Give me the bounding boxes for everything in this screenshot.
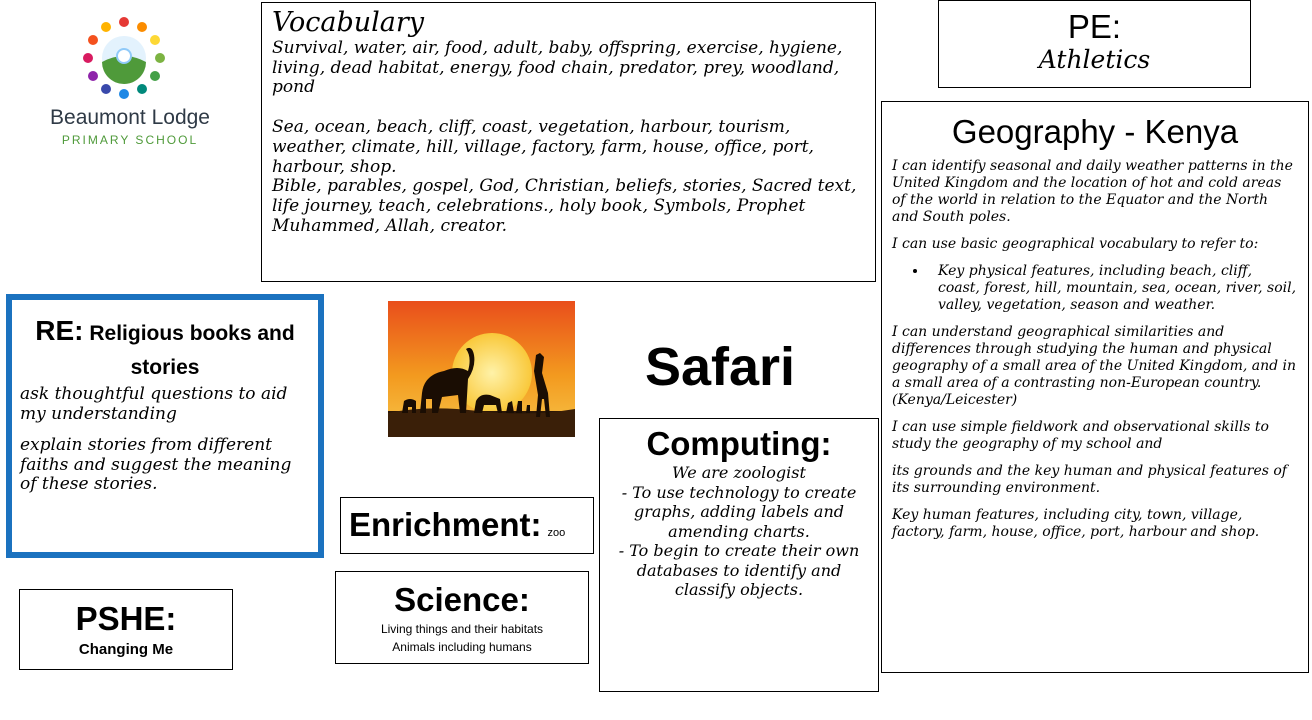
computing-item-2: - To begin to create their own databases to identify and classify objects. xyxy=(618,541,860,599)
vocabulary-block-3: Bible, parables, gospel, God, Christian, beliefs, stories, Sacred text, life journey, teach, celebrations., holy book, Symbols, Prophet Muhammed, Allah, creator. xyxy=(272,176,857,236)
geography-paragraph-6: Key human features, including city, town, village, factory, farm, house, office, port, harbour and shop. xyxy=(892,507,1260,540)
re-box xyxy=(6,294,324,558)
computing-item-1: - To use technology to create graphs, adding labels and amending charts. xyxy=(621,482,857,541)
school-name: Beaumont Lodge xyxy=(50,106,210,129)
geography-paragraph-2: I can use basic geographical vocabulary to refer to: xyxy=(892,236,1259,252)
topic-title: Safari xyxy=(644,337,796,397)
computing-subtitle: We are zoologist xyxy=(672,463,806,482)
science-box xyxy=(335,571,589,664)
geography-paragraph-3: I can understand geographical similarities and differences through studying the human and physical geography of a small area of the United Kingdom, and in a small area of a contrasting non-European country. (Kenya/Leicester) xyxy=(892,324,1297,408)
re-paragraph-1: ask thoughtful questions to aid my understanding xyxy=(20,384,288,424)
enrichment-title: Enrichment: xyxy=(349,506,542,543)
computing-title: Computing: xyxy=(646,425,832,462)
geography-bullet: • Key physical features, including beach, cliff, coast, forest, hill, mountain, sea, ocean, river, soil, valley, vegetation, season and weather. xyxy=(928,263,1298,314)
school-logo xyxy=(30,12,230,152)
science-title: Science: xyxy=(394,581,530,618)
geography-title: Geography - Kenya xyxy=(951,113,1239,150)
enrichment-box xyxy=(340,497,594,554)
geography-paragraph-5: its grounds and the key human and physical features of its surrounding environment. xyxy=(892,463,1287,496)
vocabulary-block-2: Sea, ocean, beach, cliff, coast, vegetation, harbour, tourism, weather, climate, hill, village, factory, farm, house, office, port, harbour, shop. xyxy=(272,117,814,177)
computing-box xyxy=(599,418,879,692)
re-title-prefix: RE: xyxy=(35,315,84,346)
safari-sunset-image xyxy=(388,301,575,437)
pe-title: PE: xyxy=(1067,8,1122,45)
science-line-1: Living things and their habitats xyxy=(380,622,544,636)
science-line-2: Animals including humans xyxy=(392,640,532,654)
pe-box xyxy=(938,0,1251,88)
enrichment-value: zoo xyxy=(547,527,566,539)
pshe-title: PSHE: xyxy=(75,600,177,637)
pe-subject: Athletics xyxy=(1038,45,1151,74)
pshe-subject: Changing Me xyxy=(78,641,174,658)
vocabulary-block-1: Survival, water, air, food, adult, baby, offspring, exercise, hygiene, living, dead habitat, energy, food chain, predator, prey, woodland, pond xyxy=(272,38,843,98)
geography-paragraph-4: I can use simple fieldwork and observational skills to study the geography of my school and xyxy=(892,419,1269,452)
pshe-box xyxy=(19,589,233,670)
vocabulary-box xyxy=(261,2,876,282)
geography-paragraph-1: I can identify seasonal and daily weather patterns in the United Kingdom and the location of hot and cold areas of the world in relation to the Equator and the North and South poles. xyxy=(892,158,1293,225)
school-subtitle: PRIMARY SCHOOL xyxy=(61,133,199,147)
re-title xyxy=(20,314,310,385)
geography-list xyxy=(892,263,1298,314)
re-paragraph-2: explain stories from different faiths and suggest the meaning of these stories. xyxy=(20,435,292,494)
vocabulary-title: Vocabulary xyxy=(272,7,425,38)
logo-emblem-icon xyxy=(30,12,230,104)
re-title-rest: Religious books and stories xyxy=(83,322,295,379)
geography-box xyxy=(881,101,1309,673)
